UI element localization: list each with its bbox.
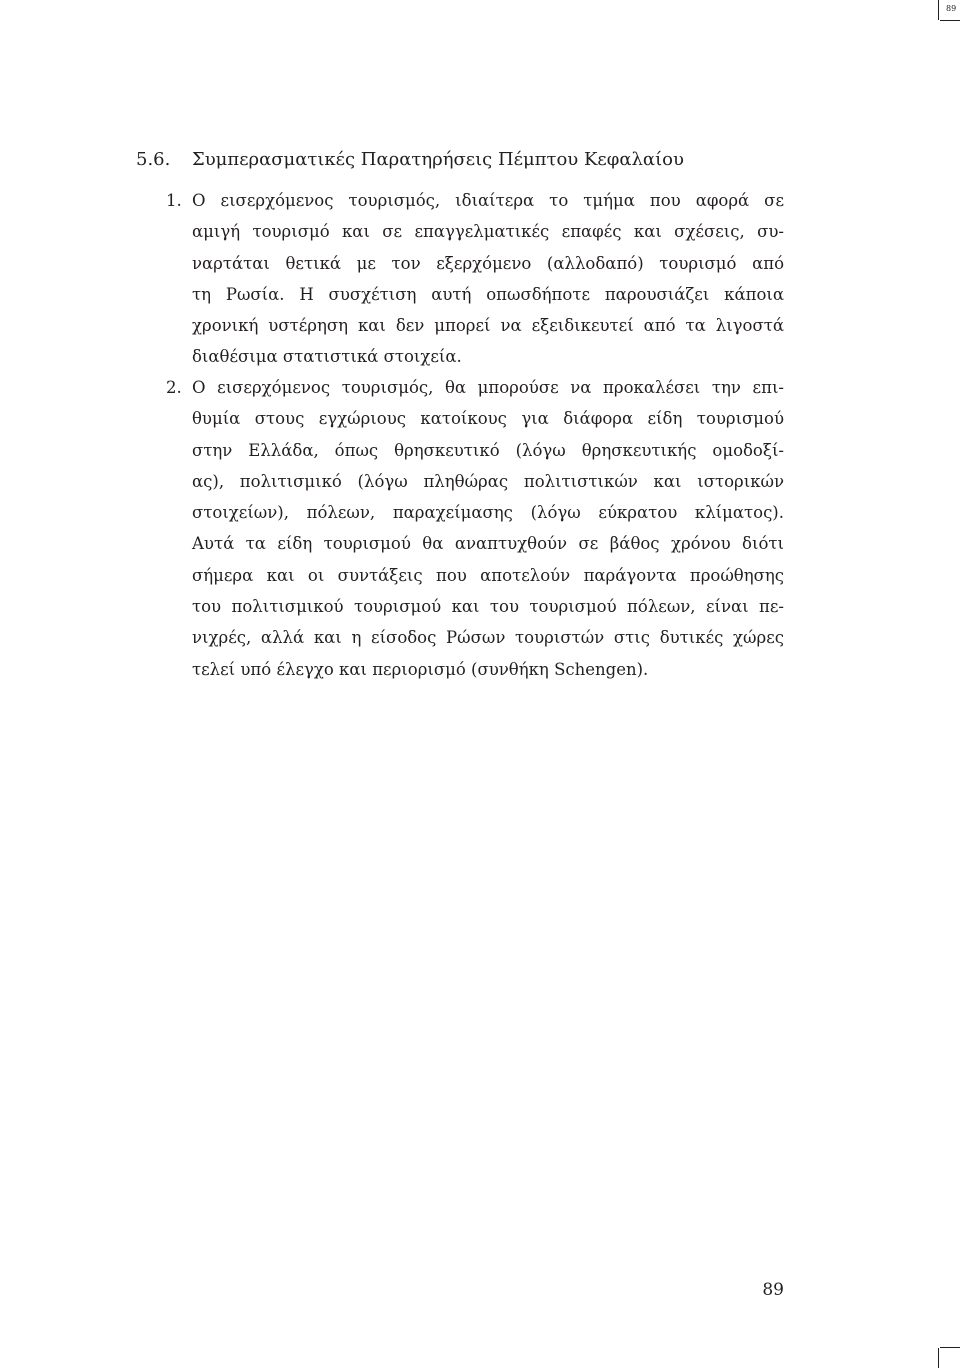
text-line: διαθέσιμα στατιστικά στοιχεία.: [192, 347, 462, 367]
text-line: τη Ρωσία. Η συσχέτιση αυτή οπωσδήποτε παρουσιάζει κάποια: [192, 284, 784, 304]
crop-mark-bottom-horizontal: [940, 1347, 960, 1348]
text-line: σήμερα και οι συντάξεις που αποτελούν παράγοντα προώθησης: [192, 565, 784, 585]
text-line: Ο εισερχόμενος τουρισμός, ιδιαίτερα το τμήμα που αφορά σε: [192, 191, 784, 210]
text-line: στην Ελλάδα, όπως θρησκευτικό (λόγω θρησκευτικής ομοδοξί-: [192, 440, 784, 460]
text-line: ας), πολιτισμικό (λόγω πληθώρας πολιτιστικών και ιστορικών: [192, 471, 784, 491]
text-line: ναρτάται θετικά με τον εξερχόμενο (αλλοδαπό) τουρισμό από: [192, 253, 784, 273]
crop-mark-bottom-vertical: [938, 1348, 939, 1368]
text-line: θυμία στους εγχώριους κατοίκους για διάφορα είδη τουρισμού: [192, 409, 784, 429]
text-line: αμιγή τουρισμό και σε επαγγελματικές επαφές και σχέσεις, συ-: [192, 222, 784, 242]
text-line: τελεί υπό έλεγχο και περιορισμό (συνθήκη Schengen).: [192, 659, 649, 679]
corner-folio: 89: [946, 4, 957, 13]
list-item: [166, 372, 784, 685]
text-line: χρονική υστέρηση και δεν μπορεί να εξειδικευτεί από τα λιγοστά: [192, 316, 784, 336]
crop-mark-top-vertical: [938, 0, 939, 20]
crop-mark-top-horizontal: [940, 20, 960, 21]
text-line: νιχρές, αλλά και η είσοδος Ρώσων τουριστών στις δυτικές χώρες: [192, 628, 784, 648]
list-marker: 1.: [166, 191, 182, 210]
section-heading: [136, 146, 786, 174]
section-number: 5.6.: [136, 149, 171, 170]
text-line: του πολιτισμικού τουρισμού και του τουρισμού πόλεων, είναι πε-: [192, 597, 784, 617]
page-number: 89: [762, 1280, 784, 1300]
list-marker: 2.: [166, 378, 182, 397]
list-item: [166, 185, 784, 373]
text-line: στοιχείων), πόλεων, παραχείμασης (λόγω εύκρατου κλίματος).: [192, 503, 784, 523]
text-line: Αυτά τα είδη τουρισμού θα αναπτυχθούν σε βάθος χρόνου διότι: [192, 534, 784, 554]
section-title: Συμπερασματικές Παρατηρήσεις Πέμπτου Κεφαλαίου: [192, 149, 684, 170]
text-line: Ο εισερχόμενος τουρισμός, θα μπορούσε να προκαλέσει την επι-: [192, 378, 784, 397]
